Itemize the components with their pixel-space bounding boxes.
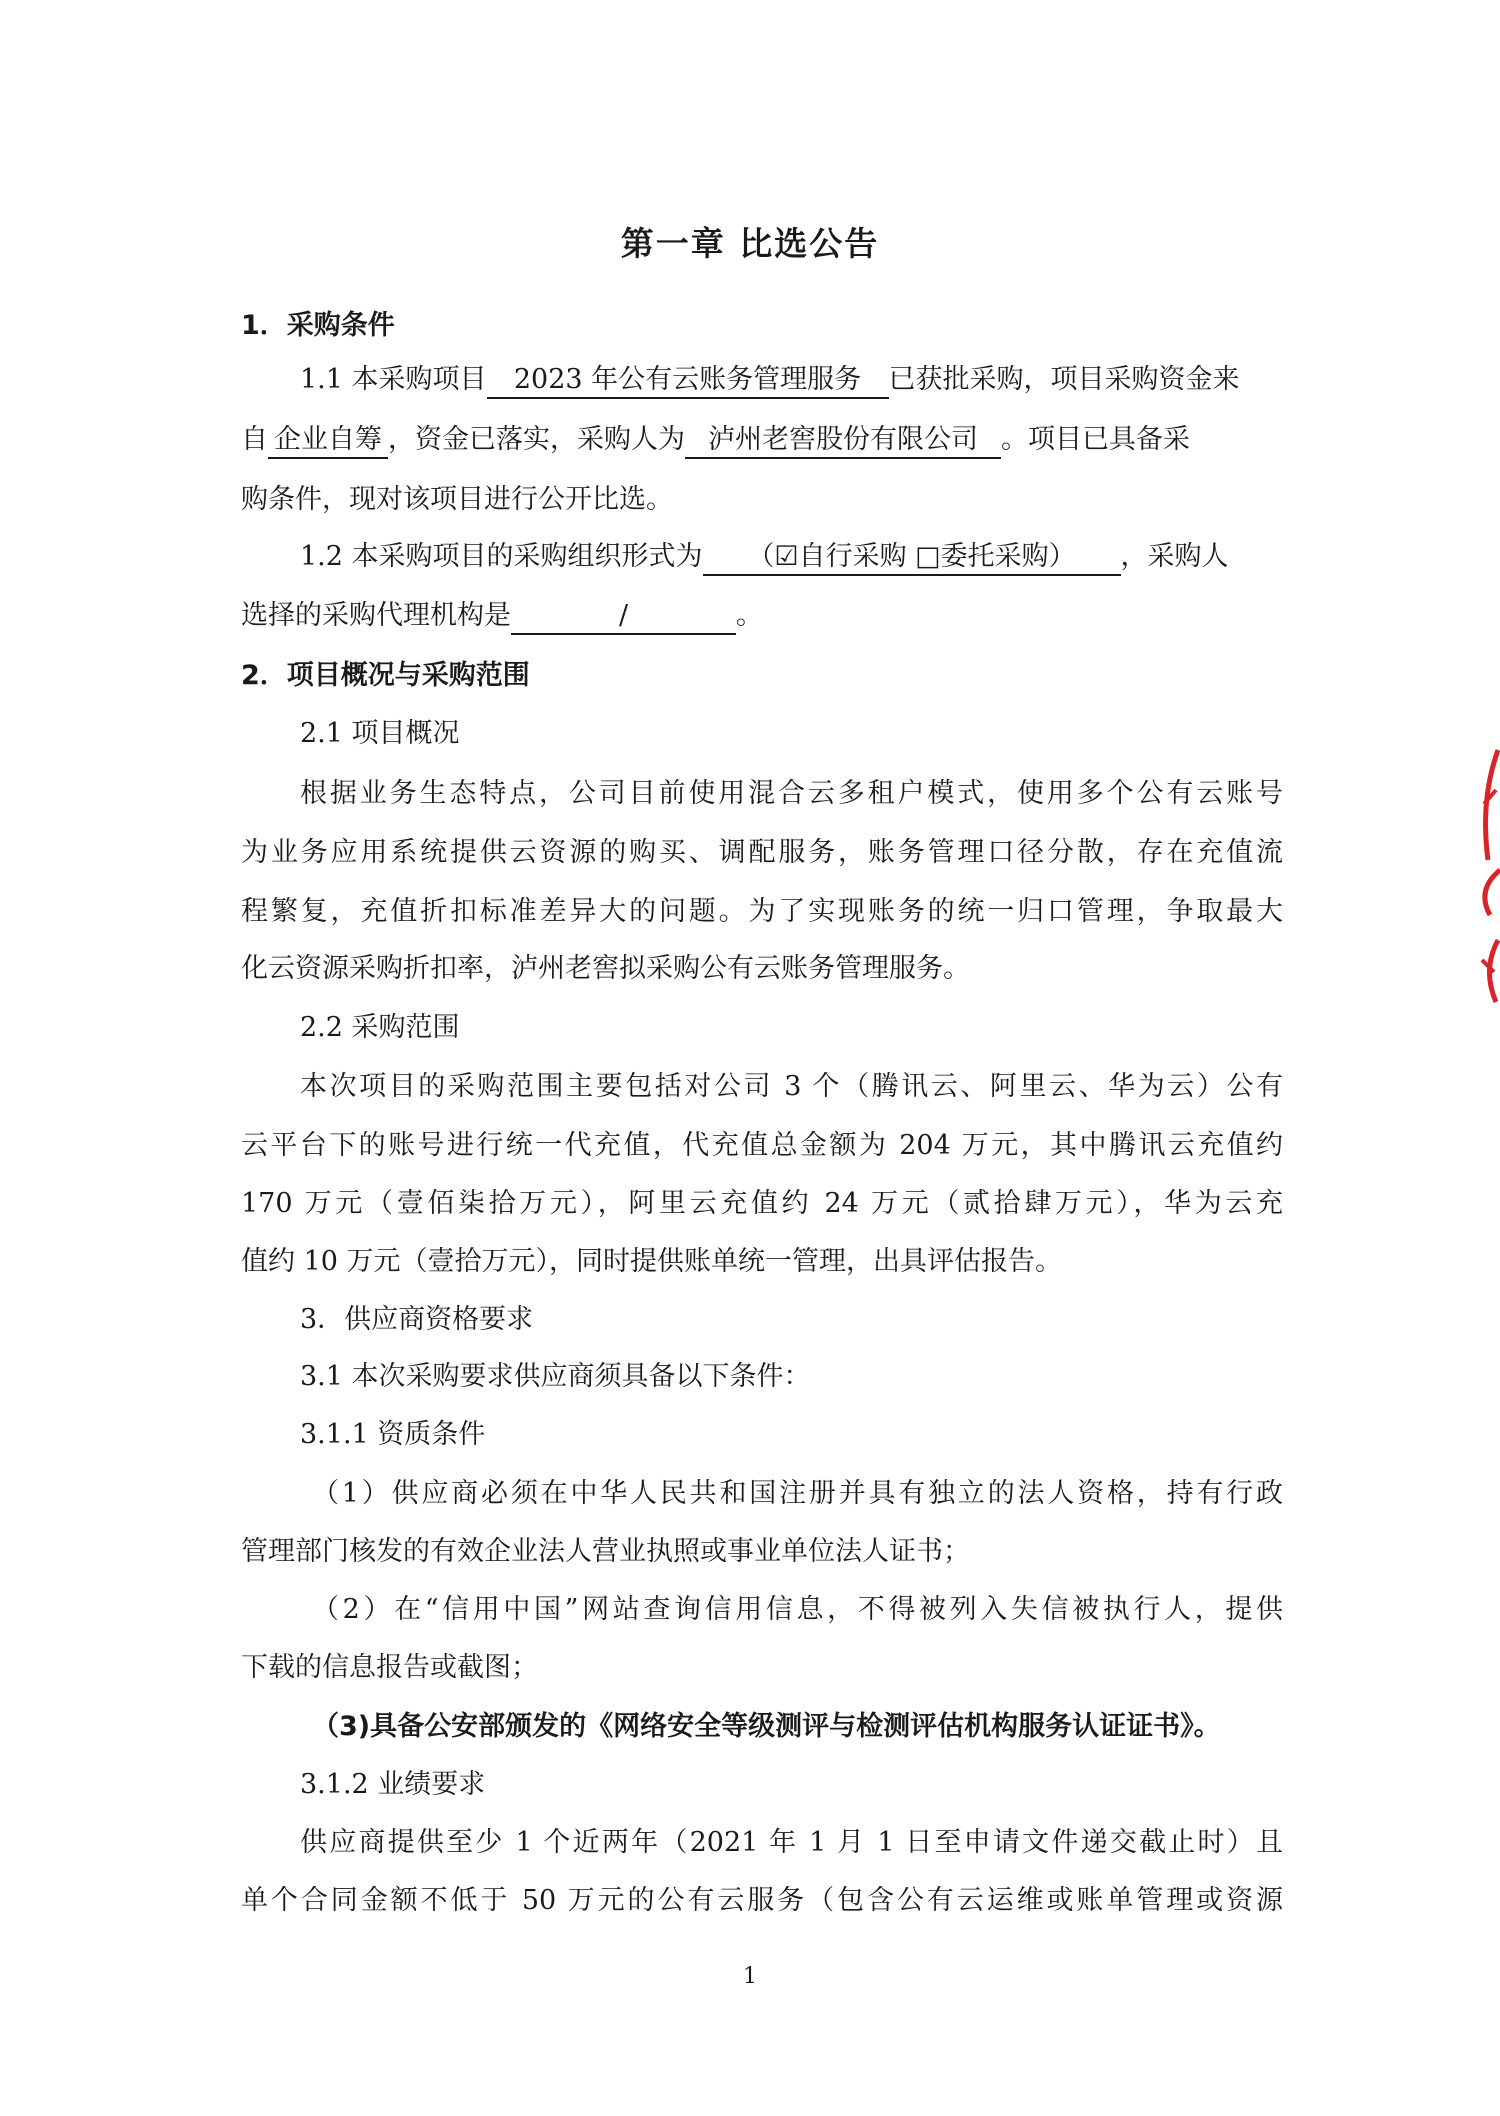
paragraph-line-3-3: （2）在“信用中国”网站查询信用信息，不得被列入失信被执行人，提供 bbox=[312, 1594, 1283, 1625]
text-run: ，采购人 bbox=[1120, 541, 1229, 572]
paragraph-line-2-3: 程繁复，充值折扣标准差异大的问题。为了实现账务的统一归口管理，争取最大 bbox=[241, 896, 1283, 927]
paragraph-line-2-4: 化云资源采购折扣率，泸州老窖拟采购公有云账务管理服务。 bbox=[241, 953, 970, 984]
paragraph-line-3-1: （1）供应商必须在中华人民共和国注册并具有独立的法人资格，持有行政 bbox=[312, 1478, 1283, 1509]
text-run: 已获批采购，项目采购资金来 bbox=[888, 364, 1240, 395]
section-heading-1: 1．采购条件 bbox=[241, 310, 395, 341]
paragraph-line-3-7: 单个合同金额不低于 50 万元的公有云服务（包含公有云运维或账单管理或资源 bbox=[241, 1885, 1283, 1916]
text-run: 。 bbox=[736, 600, 763, 631]
paragraph-line-2-7: 170 万元（壹佰柒拾万元），阿里云充值约 24 万元（贰拾肆万元），华为云充 bbox=[241, 1188, 1283, 1219]
chapter-title: 第一章 比选公告 bbox=[620, 224, 880, 263]
paragraph-line-3-6: 供应商提供至少 1 个近两年（2021 年 1 月 1 日至申请文件递交截止时）且 bbox=[300, 1827, 1283, 1858]
paragraph-line-2-8: 值约 10 万元（壹拾万元），同时提供账单统一管理，出具评估报告。 bbox=[241, 1246, 1063, 1277]
paragraph-line-2-6: 云平台下的账号进行统一代充值，代充值总金额为 204 万元，其中腾讯云充值约 bbox=[241, 1130, 1283, 1161]
subheading-3: 3．供应商资格要求 bbox=[300, 1304, 534, 1335]
text-run: 自 bbox=[241, 424, 268, 455]
paragraph-line-3-2: 管理部门核发的有效企业法人营业执照或事业单位法人证书； bbox=[241, 1536, 970, 1567]
subheading-3-1-1: 3.1.1 资质条件 bbox=[300, 1419, 486, 1450]
paragraph-line-3-4: 下载的信息报告或截图； bbox=[241, 1652, 538, 1683]
subheading-2-2: 2.2 采购范围 bbox=[300, 1012, 460, 1043]
paragraph-line-1-3: 购条件，现对该项目进行公开比选。 bbox=[241, 484, 673, 515]
page-number: 1 bbox=[743, 1964, 757, 1989]
paragraph-line-1-4 bbox=[300, 537, 1283, 577]
funding-source-field: 企业自筹 bbox=[268, 423, 388, 459]
paragraph-line-1-2 bbox=[241, 420, 1283, 460]
paragraph-line-3-5-bold: （3)具备公安部颁发的《网络安全等级测评与检测评估机构服务认证证书》。 bbox=[312, 1711, 1221, 1742]
subheading-2-1: 2.1 项目概况 bbox=[300, 718, 460, 749]
procurement-form-field: （☑自行采购 □委托采购） bbox=[703, 540, 1121, 576]
subheading-3-1-2: 3.1.2 业绩要求 bbox=[300, 1769, 486, 1800]
paragraph-line-1-5 bbox=[241, 596, 1283, 636]
text-run: 。项目已具备采 bbox=[1001, 424, 1190, 455]
section-heading-2: 2．项目概况与采购范围 bbox=[241, 660, 530, 691]
paragraph-line-2-5: 本次项目的采购范围主要包括对公司 3 个（腾讯云、阿里云、华为云）公有 bbox=[300, 1071, 1283, 1102]
purchaser-field: 泸州老窖股份有限公司 bbox=[685, 423, 1001, 459]
paragraph-line-2-2: 为业务应用系统提供云资源的购买、调配服务，账务管理口径分散，存在充值流 bbox=[241, 837, 1283, 868]
project-name-field: 2023 年公有云账务管理服务 bbox=[487, 363, 889, 399]
text-run: 1.1 本采购项目 bbox=[300, 364, 487, 395]
seal-stamp-fragment bbox=[1470, 740, 1500, 1010]
text-run: ，资金已落实，采购人为 bbox=[388, 424, 685, 455]
text-run: 1.2 本采购项目的采购组织形式为 bbox=[300, 541, 703, 572]
text-run: 选择的采购代理机构是 bbox=[241, 600, 511, 631]
paragraph-line-2-1: 根据业务生态特点，公司目前使用混合云多租户模式，使用多个公有云账号 bbox=[300, 778, 1283, 809]
paragraph-line-1-1 bbox=[300, 360, 1283, 400]
agency-field: / bbox=[511, 599, 736, 635]
subheading-3-1: 3.1 本次采购要求供应商须具备以下条件： bbox=[300, 1361, 811, 1392]
